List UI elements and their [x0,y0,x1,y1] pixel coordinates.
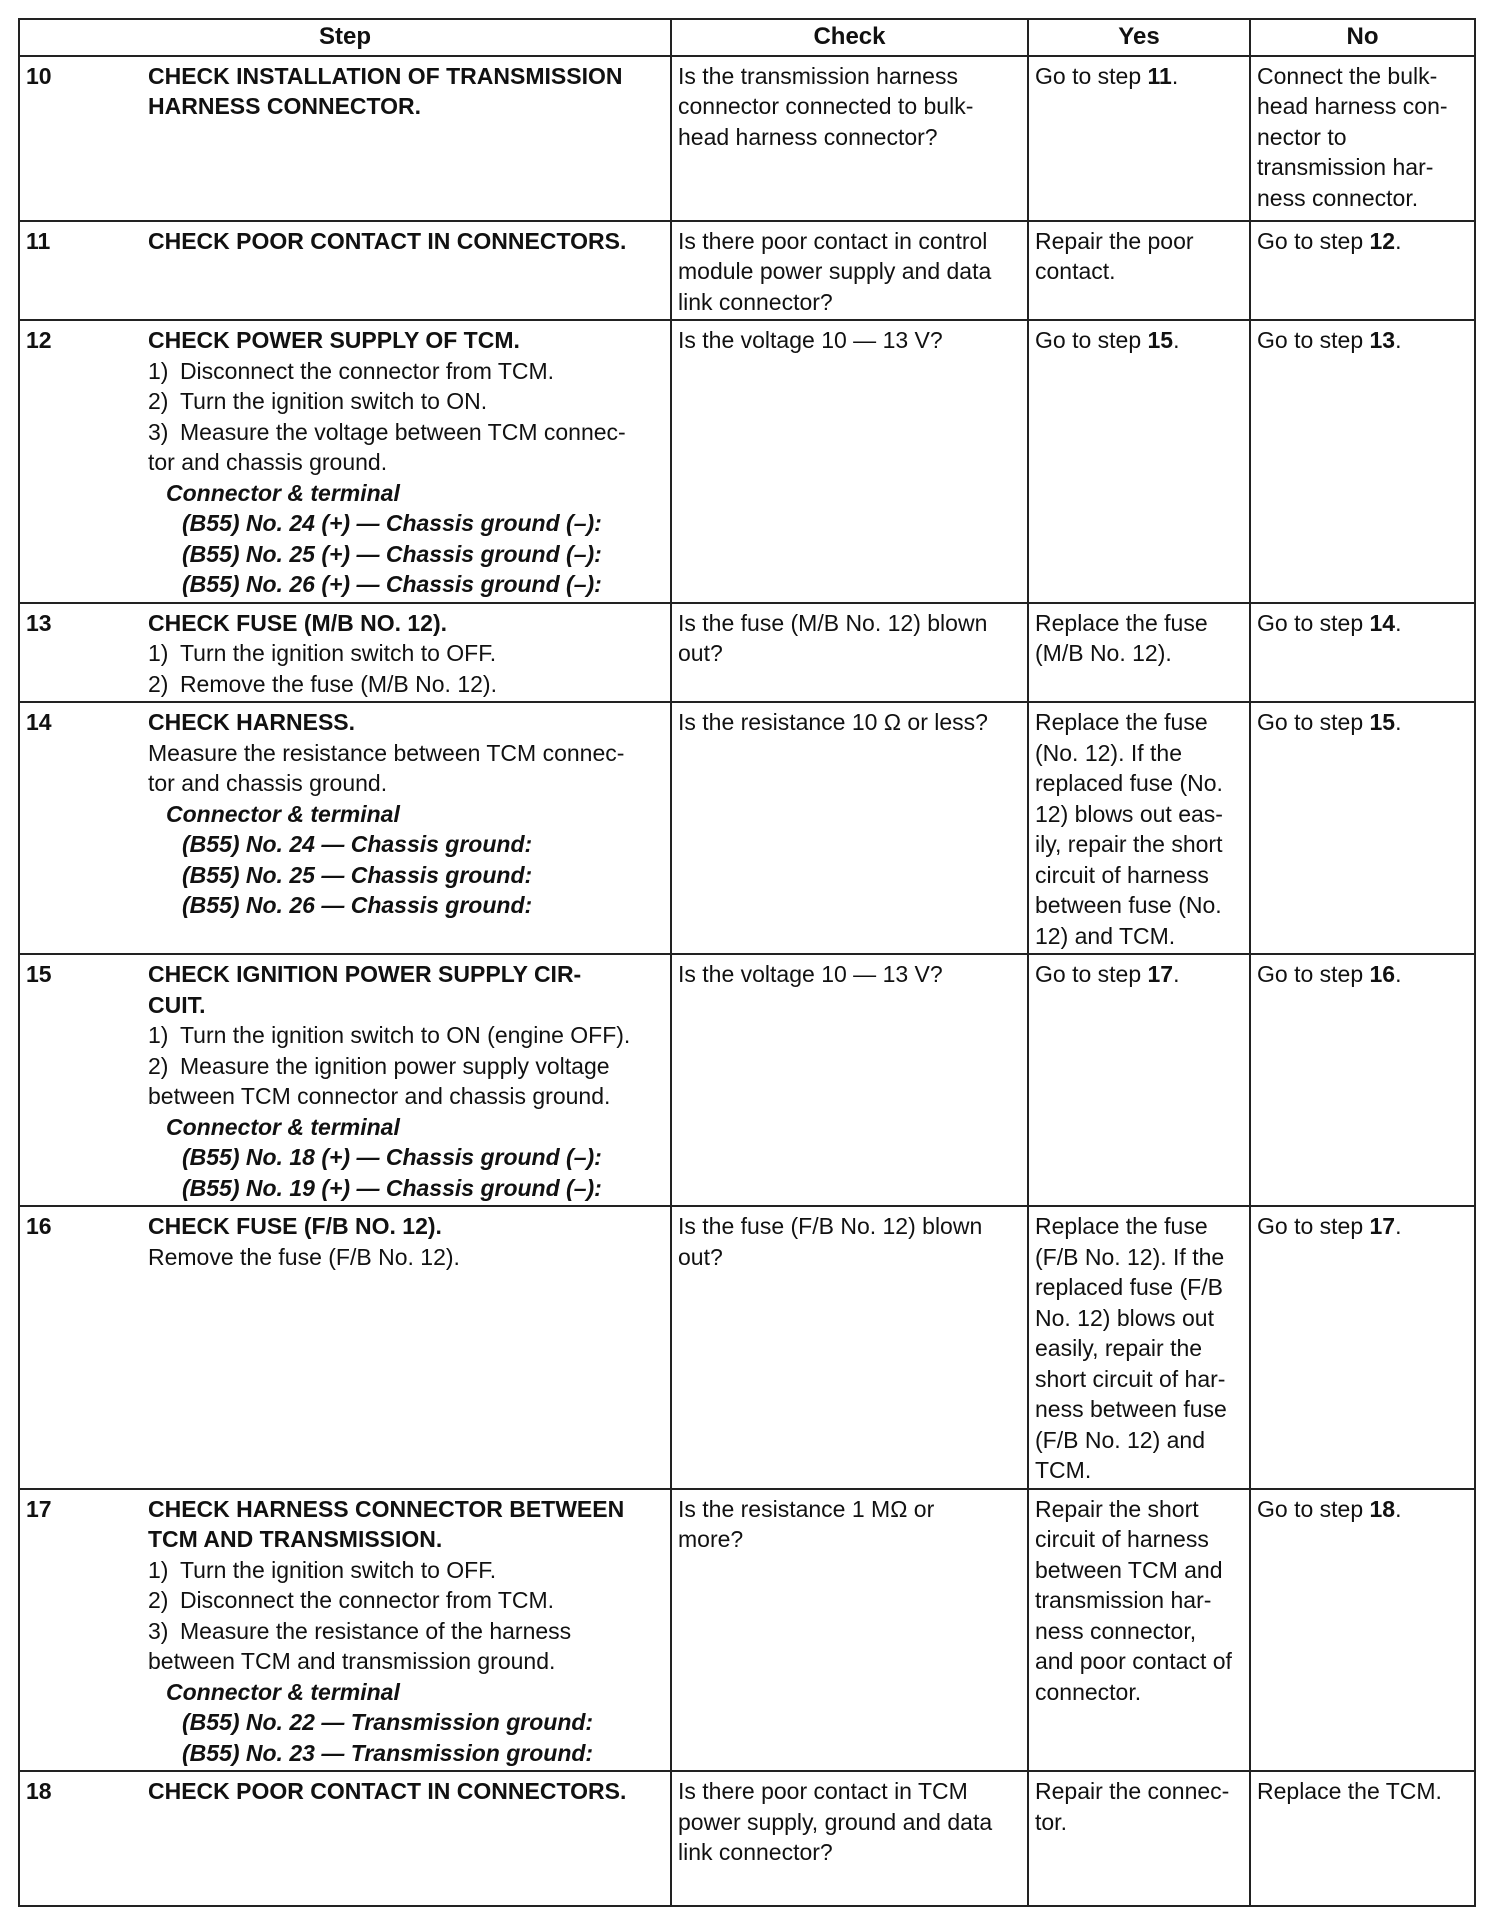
check-text: power supply, ground and data [678,1808,993,1835]
yes-goto-text: Go to step [1035,961,1148,987]
no-goto-step: 12 [1369,227,1396,254]
step-instruction: 2) Turn the ignition switch to ON. [148,388,488,414]
step-number: 18 [26,1778,52,1804]
check-cell [671,56,1028,221]
no-goto-step: 17 [1369,1213,1396,1239]
no-goto-text: Go to step [1257,609,1370,636]
table-header [19,19,1475,56]
no-goto-period: . [1395,327,1402,353]
yes-goto-step: 15 [1147,327,1174,353]
no-cell [1250,702,1475,954]
yes-text: (F/B No. 12) and [1035,1426,1206,1453]
check-text: link connector? [678,288,833,315]
step-instruction: between TCM and transmission ground. [148,1648,556,1674]
step-title: CHECK POOR CONTACT IN CONNECTORS. [148,1778,627,1804]
step-title: CHECK POOR CONTACT IN CONNECTORS. [148,227,627,254]
yes-goto-period: . [1173,961,1180,987]
step-cell [19,221,671,321]
table-row [19,56,1475,221]
yes-text: TCM. [1035,1457,1092,1483]
table-row [19,1771,1475,1906]
yes-goto-step: 17 [1147,961,1174,987]
yes-text: Replace the fuse [1035,609,1208,636]
check-cell [671,1489,1028,1772]
step-number: 14 [26,709,52,735]
yes-goto-period: . [1173,327,1180,353]
yes-text: between fuse (No. [1035,892,1222,918]
table-row [19,1489,1475,1772]
yes-goto [1035,325,1243,356]
step-instruction: 1) Disconnect the connector from TCM. [148,357,555,384]
header-no: No [1250,19,1475,56]
step-instruction: Measure the resistance between TCM connec- [148,739,625,766]
step-instruction: 3) Measure the resistance of the harness [148,1617,572,1644]
no-goto-period: . [1395,609,1402,636]
yes-cell [1028,1771,1250,1906]
check-text: Is the voltage 10 — 13 V? [678,961,943,987]
step-title: CHECK POWER SUPPLY OF TCM. [148,327,520,353]
no-goto-step: 13 [1369,327,1396,353]
check-cell [671,221,1028,321]
terminal-spec: (B55) No. 26 — Chassis ground: [182,892,533,918]
step-content [26,707,664,921]
step-cell [19,603,671,703]
no-goto-period: . [1395,1213,1402,1239]
check-text: Is the transmission harness [678,62,958,89]
check-text: link connector? [678,1839,833,1865]
no-goto-text: Go to step [1257,709,1370,735]
yes-text: transmission har- [1035,1587,1212,1613]
check-text: more? [678,1526,744,1552]
yes-cell [1028,1206,1250,1489]
yes-text: Replace the fuse [1035,1213,1208,1239]
step-instruction: 2) Disconnect the connector from TCM. [148,1587,555,1613]
check-text: Is the resistance 1 MΩ or [678,1495,935,1522]
terminal-spec: (B55) No. 19 (+) — Chassis ground (–): [182,1174,602,1201]
yes-text: replaced fuse (No. [1035,770,1223,796]
no-goto-period: . [1395,709,1402,735]
step-number: 13 [26,609,52,636]
step-title: CHECK FUSE (F/B NO. 12). [148,1213,442,1239]
table-row [19,1206,1475,1489]
table-row [19,221,1475,321]
step-instruction: tor and chassis ground. [148,449,388,475]
no-goto-step: 18 [1369,1495,1396,1522]
diagnostic-page [18,18,1474,1907]
check-text: Is there poor contact in control [678,227,988,254]
yes-text: Repair the poor [1035,227,1194,254]
check-text: Is the fuse (F/B No. 12) blown [678,1213,983,1239]
yes-text: between TCM and [1035,1556,1223,1583]
step-instruction: 1) Turn the ignition switch to OFF. [148,1556,497,1583]
no-goto-period: . [1395,227,1402,254]
yes-goto-period: . [1171,62,1179,89]
table-row [19,320,1475,603]
step-number: 11 [26,227,51,254]
step-cell [19,1206,671,1489]
step-title: CHECK INSTALLATION OF TRANSMISSION [148,62,623,89]
step-instruction: Remove the fuse (F/B No. 12). [148,1243,460,1270]
table-body [19,56,1475,1907]
table-row [19,603,1475,703]
check-cell [671,1771,1028,1906]
step-cell [19,1771,671,1906]
yes-text: connector. [1035,1678,1142,1705]
check-text: out? [678,1243,723,1270]
connector-terminal-label: Connector & terminal [166,479,400,506]
step-number: 17 [26,1495,52,1522]
yes-text: and poor contact of [1035,1648,1232,1674]
yes-cell [1028,954,1250,1206]
terminal-spec: (B55) No. 24 (+) — Chassis ground (–): [182,510,602,536]
terminal-spec: (B55) No. 23 — Transmission ground: [182,1739,594,1766]
yes-text: contact. [1035,258,1116,284]
no-goto-step: 14 [1369,609,1396,636]
check-cell [671,702,1028,954]
check-text: out? [678,640,723,666]
connector-terminal-label: Connector & terminal [166,800,400,827]
check-text: Is the fuse (M/B No. 12) blown [678,609,988,636]
yes-text: replaced fuse (F/B [1035,1274,1223,1300]
no-goto-text: Go to step [1257,227,1370,254]
yes-text: (M/B No. 12). [1035,640,1172,666]
no-text: Replace the TCM. [1257,1778,1442,1804]
step-cell [19,56,671,221]
step-instruction: tor and chassis ground. [148,770,388,796]
step-content [26,1211,664,1272]
yes-goto-text: Go to step [1035,327,1148,353]
no-goto [1257,1211,1468,1242]
yes-text: 12) blows out eas- [1035,800,1223,827]
yes-text: (F/B No. 12). If the [1035,1243,1225,1270]
step-title: HARNESS CONNECTOR. [148,93,422,119]
yes-goto-text: Go to step [1035,62,1148,89]
no-cell [1250,603,1475,703]
step-title: CUIT. [148,991,206,1018]
step-content [26,226,664,257]
step-instruction: 1) Turn the ignition switch to ON (engine OFF). [148,1022,631,1048]
no-cell [1250,221,1475,321]
step-title: CHECK IGNITION POWER SUPPLY CIR- [148,961,582,987]
step-cell [19,954,671,1206]
no-goto [1257,959,1468,990]
no-cell [1250,1489,1475,1772]
header-step: Step [19,19,671,56]
step-instruction: 3) Measure the voltage between TCM connec- [148,418,626,445]
no-text: head harness con- [1257,93,1448,119]
step-instruction: 2) Measure the ignition power supply voltage [148,1052,610,1079]
yes-text: ness between fuse [1035,1396,1227,1422]
yes-goto-step: 11 [1147,62,1172,89]
check-text: Is the resistance 10 Ω or less? [678,709,988,735]
step-content [26,61,664,122]
step-content [26,325,664,600]
no-cell [1250,320,1475,603]
no-text: ness connector. [1257,184,1419,211]
terminal-spec: (B55) No. 22 — Transmission ground: [182,1709,594,1735]
no-text: transmission har- [1257,154,1434,180]
no-goto-step: 15 [1369,709,1396,735]
yes-text: tor. [1035,1808,1067,1835]
no-goto [1257,1494,1468,1525]
yes-text: short circuit of har- [1035,1365,1226,1392]
step-instruction: 1) Turn the ignition switch to OFF. [148,640,497,666]
yes-text: (No. 12). If the [1035,739,1183,766]
yes-text: Replace the fuse [1035,709,1208,735]
yes-cell [1028,320,1250,603]
step-cell [19,320,671,603]
no-goto-text: Go to step [1257,961,1370,987]
step-cell [19,1489,671,1772]
yes-text: circuit of harness [1035,1526,1209,1552]
check-cell [671,320,1028,603]
table-row [19,954,1475,1206]
step-content [26,608,664,700]
yes-cell [1028,702,1250,954]
connector-terminal-label: Connector & terminal [166,1678,400,1705]
yes-goto [1035,959,1243,990]
no-goto [1257,707,1468,738]
step-number: 15 [26,961,52,987]
terminal-spec: (B55) No. 25 — Chassis ground: [182,861,533,888]
terminal-spec: (B55) No. 25 (+) — Chassis ground (–): [182,540,602,567]
step-title: CHECK HARNESS. [148,709,356,735]
step-cell [19,702,671,954]
check-text: Is there poor contact in TCM [678,1778,968,1804]
yes-text: 12) and TCM. [1035,922,1176,949]
step-content [26,959,664,1203]
step-title: CHECK FUSE (M/B NO. 12). [148,609,448,636]
terminal-spec: (B55) No. 18 (+) — Chassis ground (–): [182,1144,602,1170]
connector-terminal-label: Connector & terminal [166,1113,400,1140]
check-cell [671,1206,1028,1489]
no-goto-text: Go to step [1257,1213,1370,1239]
header-yes: Yes [1028,19,1250,56]
no-goto [1257,325,1468,356]
no-goto-text: Go to step [1257,327,1370,353]
step-instruction: 2) Remove the fuse (M/B No. 12). [148,670,497,697]
yes-goto [1035,61,1243,92]
step-instruction: between TCM connector and chassis ground. [148,1083,611,1109]
no-goto [1257,226,1468,257]
check-text: Is the voltage 10 — 13 V? [678,327,943,353]
check-cell [671,954,1028,1206]
no-goto-step: 16 [1369,961,1396,987]
no-goto-period: . [1395,1495,1402,1522]
yes-text: Repair the short [1035,1495,1199,1522]
no-cell [1250,954,1475,1206]
yes-cell [1028,56,1250,221]
yes-text: ness connector, [1035,1617,1197,1644]
no-goto-text: Go to step [1257,1495,1370,1522]
yes-text: easily, repair the [1035,1335,1203,1361]
yes-text: ily, repair the short [1035,831,1223,857]
no-goto-period: . [1395,961,1402,987]
step-title: CHECK HARNESS CONNECTOR BETWEEN [148,1495,625,1522]
step-number: 16 [26,1213,52,1239]
step-title: TCM AND TRANSMISSION. [148,1526,443,1552]
check-cell [671,603,1028,703]
no-cell [1250,1206,1475,1489]
yes-text: Repair the connec- [1035,1778,1230,1804]
step-content [26,1494,664,1769]
yes-text: circuit of harness [1035,861,1209,888]
check-text: connector connected to bulk- [678,93,974,119]
step-number: 10 [26,62,52,89]
yes-text: No. 12) blows out [1035,1304,1214,1331]
no-text: nector to [1257,123,1347,150]
no-text: Connect the bulk- [1257,62,1438,89]
check-text: module power supply and data [678,258,992,284]
header-check: Check [671,19,1028,56]
yes-cell [1028,1489,1250,1772]
table-row [19,702,1475,954]
check-text: head harness connector? [678,123,938,150]
no-cell [1250,1771,1475,1906]
terminal-spec: (B55) No. 24 — Chassis ground: [182,831,533,857]
step-content [26,1776,664,1807]
no-cell [1250,56,1475,221]
diagnostic-table [18,18,1476,1907]
terminal-spec: (B55) No. 26 (+) — Chassis ground (–): [182,571,602,597]
step-number: 12 [26,327,52,353]
yes-cell [1028,221,1250,321]
no-goto [1257,608,1468,639]
yes-cell [1028,603,1250,703]
header-row [19,19,1475,56]
